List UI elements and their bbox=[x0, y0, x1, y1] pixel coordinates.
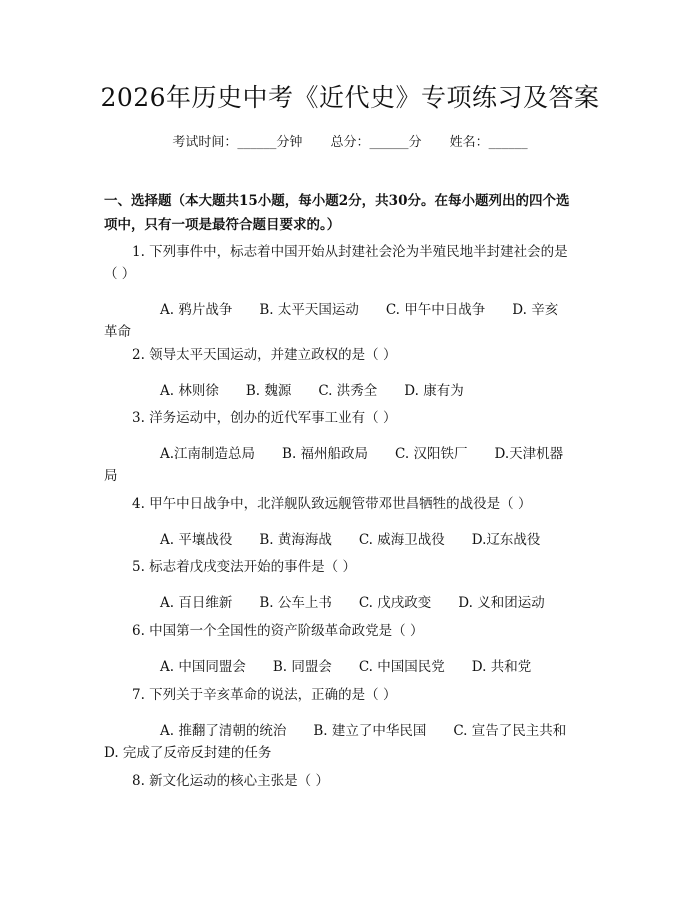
question-options: A. 中国同盟会 B. 同盟会 C. 中国国民党 D. 共和党 bbox=[160, 659, 532, 675]
question-4 bbox=[104, 493, 598, 551]
student-name-field: 姓名：______ bbox=[449, 135, 528, 150]
question-3 bbox=[104, 407, 598, 487]
question-options: A.江南制造总局 B. 福州船政局 C. 汉阳铁厂 D.天津机器 bbox=[160, 446, 564, 462]
question-5 bbox=[104, 556, 598, 614]
question-options-continued: D. 完成了反帝反封建的任务 bbox=[104, 745, 272, 761]
question-stem: 1. 下列事件中，标志着中国开始从封建社会沦为半殖民地半封建社会的是 bbox=[132, 244, 568, 260]
question-stem: 5. 标志着戊戌变法开始的事件是（ ） bbox=[132, 559, 356, 575]
question-1 bbox=[104, 241, 598, 343]
exam-meta bbox=[0, 131, 700, 150]
question-8 bbox=[104, 770, 598, 792]
question-stem: 3. 洋务运动中，创办的近代军事工业有（ ） bbox=[132, 410, 397, 426]
question-options-continued: 革命 bbox=[104, 324, 131, 340]
question-stem-continued: （ ） bbox=[104, 266, 136, 282]
question-6 bbox=[104, 620, 598, 678]
question-options: A. 推翻了清朝的统治 B. 建立了中华民国 C. 宣告了民主共和 bbox=[160, 723, 567, 739]
page-title: 2026年历史中考《近代史》专项练习及答案 bbox=[100, 83, 600, 112]
exam-time-field: 考试时间：______分钟 bbox=[172, 135, 303, 150]
question-options: A. 林则徐 B. 魏源 C. 洪秀全 D. 康有为 bbox=[160, 383, 464, 399]
question-stem: 2. 领导太平天国运动，并建立政权的是（ ） bbox=[132, 347, 397, 363]
question-stem: 6. 中国第一个全国性的资产阶级革命政党是（ ） bbox=[132, 623, 424, 639]
question-7 bbox=[104, 684, 598, 764]
question-stem: 8. 新文化运动的核心主张是（ ） bbox=[132, 773, 329, 789]
question-2 bbox=[104, 344, 598, 402]
question-options: A. 鸦片战争 B. 太平天国运动 C. 甲午中日战争 D. 辛亥 bbox=[160, 302, 559, 318]
question-options: A. 平壤战役 B. 黄海海战 C. 威海卫战役 D.辽东战役 bbox=[160, 532, 541, 548]
total-score-field: 总分：______分 bbox=[330, 135, 422, 150]
section-heading-line: 一、选择题（本大题共15小题，每小题2分，共30分。在每小题列出的四个选 bbox=[104, 193, 570, 209]
question-options: A. 百日维新 B. 公车上书 C. 戊戌政变 D. 义和团运动 bbox=[160, 595, 545, 611]
question-options-continued: 局 bbox=[104, 468, 118, 484]
section-heading-line: 项中，只有一项是最符合题目要求的。） bbox=[104, 217, 341, 233]
question-stem: 7. 下列关于辛亥革命的说法，正确的是（ ） bbox=[132, 687, 397, 703]
section-heading bbox=[104, 189, 598, 237]
question-stem: 4. 甲午中日战争中，北洋舰队致远舰管带邓世昌牺牲的战役是（ ） bbox=[132, 496, 532, 512]
